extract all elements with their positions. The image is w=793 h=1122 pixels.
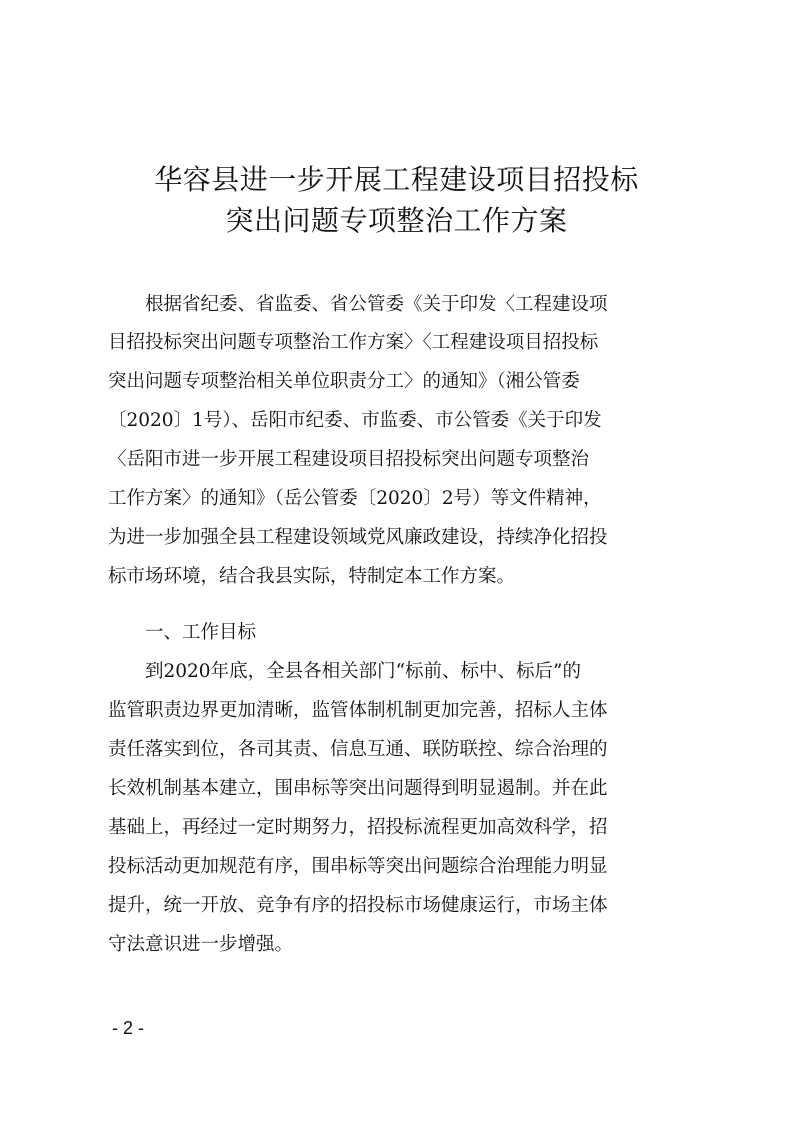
paragraph-2-line: 守法意识进一步增强。 [108,934,294,955]
document-title-line-1: 华容县进一步开展工程建设项目招投标 [154,163,639,196]
page-number: - 2 - [112,1018,145,1038]
paragraph-1-line: 根据省纪委、省监委、省公管委《关于印发〈工程建设项 [108,294,608,315]
paragraph-2-line: 基础上，再经过一定时期努力，招投标流程更加高效科学，招 [108,817,608,838]
paragraph-2-line: 提升，统一开放、竞争有序的招投标市场健康运行，市场主体 [108,895,608,916]
paragraph-1-line: 为进一步加强全县工程建设领域党风廉政建设，持续净化招投 [108,527,608,548]
paragraph-2-line: 投标活动更加规范有序，围串标等突出问题综合治理能力明显 [108,856,608,877]
paragraph-2-line: 监管职责边界更加清晰，监管体制机制更加完善，招标人主体 [108,700,608,721]
section-heading-work-goals: 一、工作目标 [145,622,257,643]
paragraph-2-line: 长效机制基本建立，围串标等突出问题得到明显遏制。并在此 [108,778,608,799]
paragraph-1-line: 标市场环境，结合我县实际，特制定本工作方案。 [108,566,516,587]
paragraph-1-line: 〈岳阳市进一步开展工程建设项目招投标突出问题专项整治 [108,449,590,470]
paragraph-1-line: 突出问题专项整治相关单位职责分工〉的通知》（湘公管委 [108,371,580,392]
paragraph-1-line: 工作方案〉的通知》（岳公管委〔2020〕2号）等文件精神， [108,488,602,509]
document-title-line-2: 突出问题专项整治工作方案 [225,204,568,237]
paragraph-2-line: 责任落实到位，各司其责、信息互通、联防联控、综合治理的 [108,739,608,760]
paragraph-2-line: 到2020年底，全县各相关部门“标前、标中、标后”的 [108,661,581,682]
paragraph-1-line: 〔2020〕1号）、岳阳市纪委、市监委、市公管委《关于印发 [108,410,602,431]
paragraph-1-line: 目招投标突出问题专项整治工作方案〉〈工程建设项目招投标 [108,332,599,353]
